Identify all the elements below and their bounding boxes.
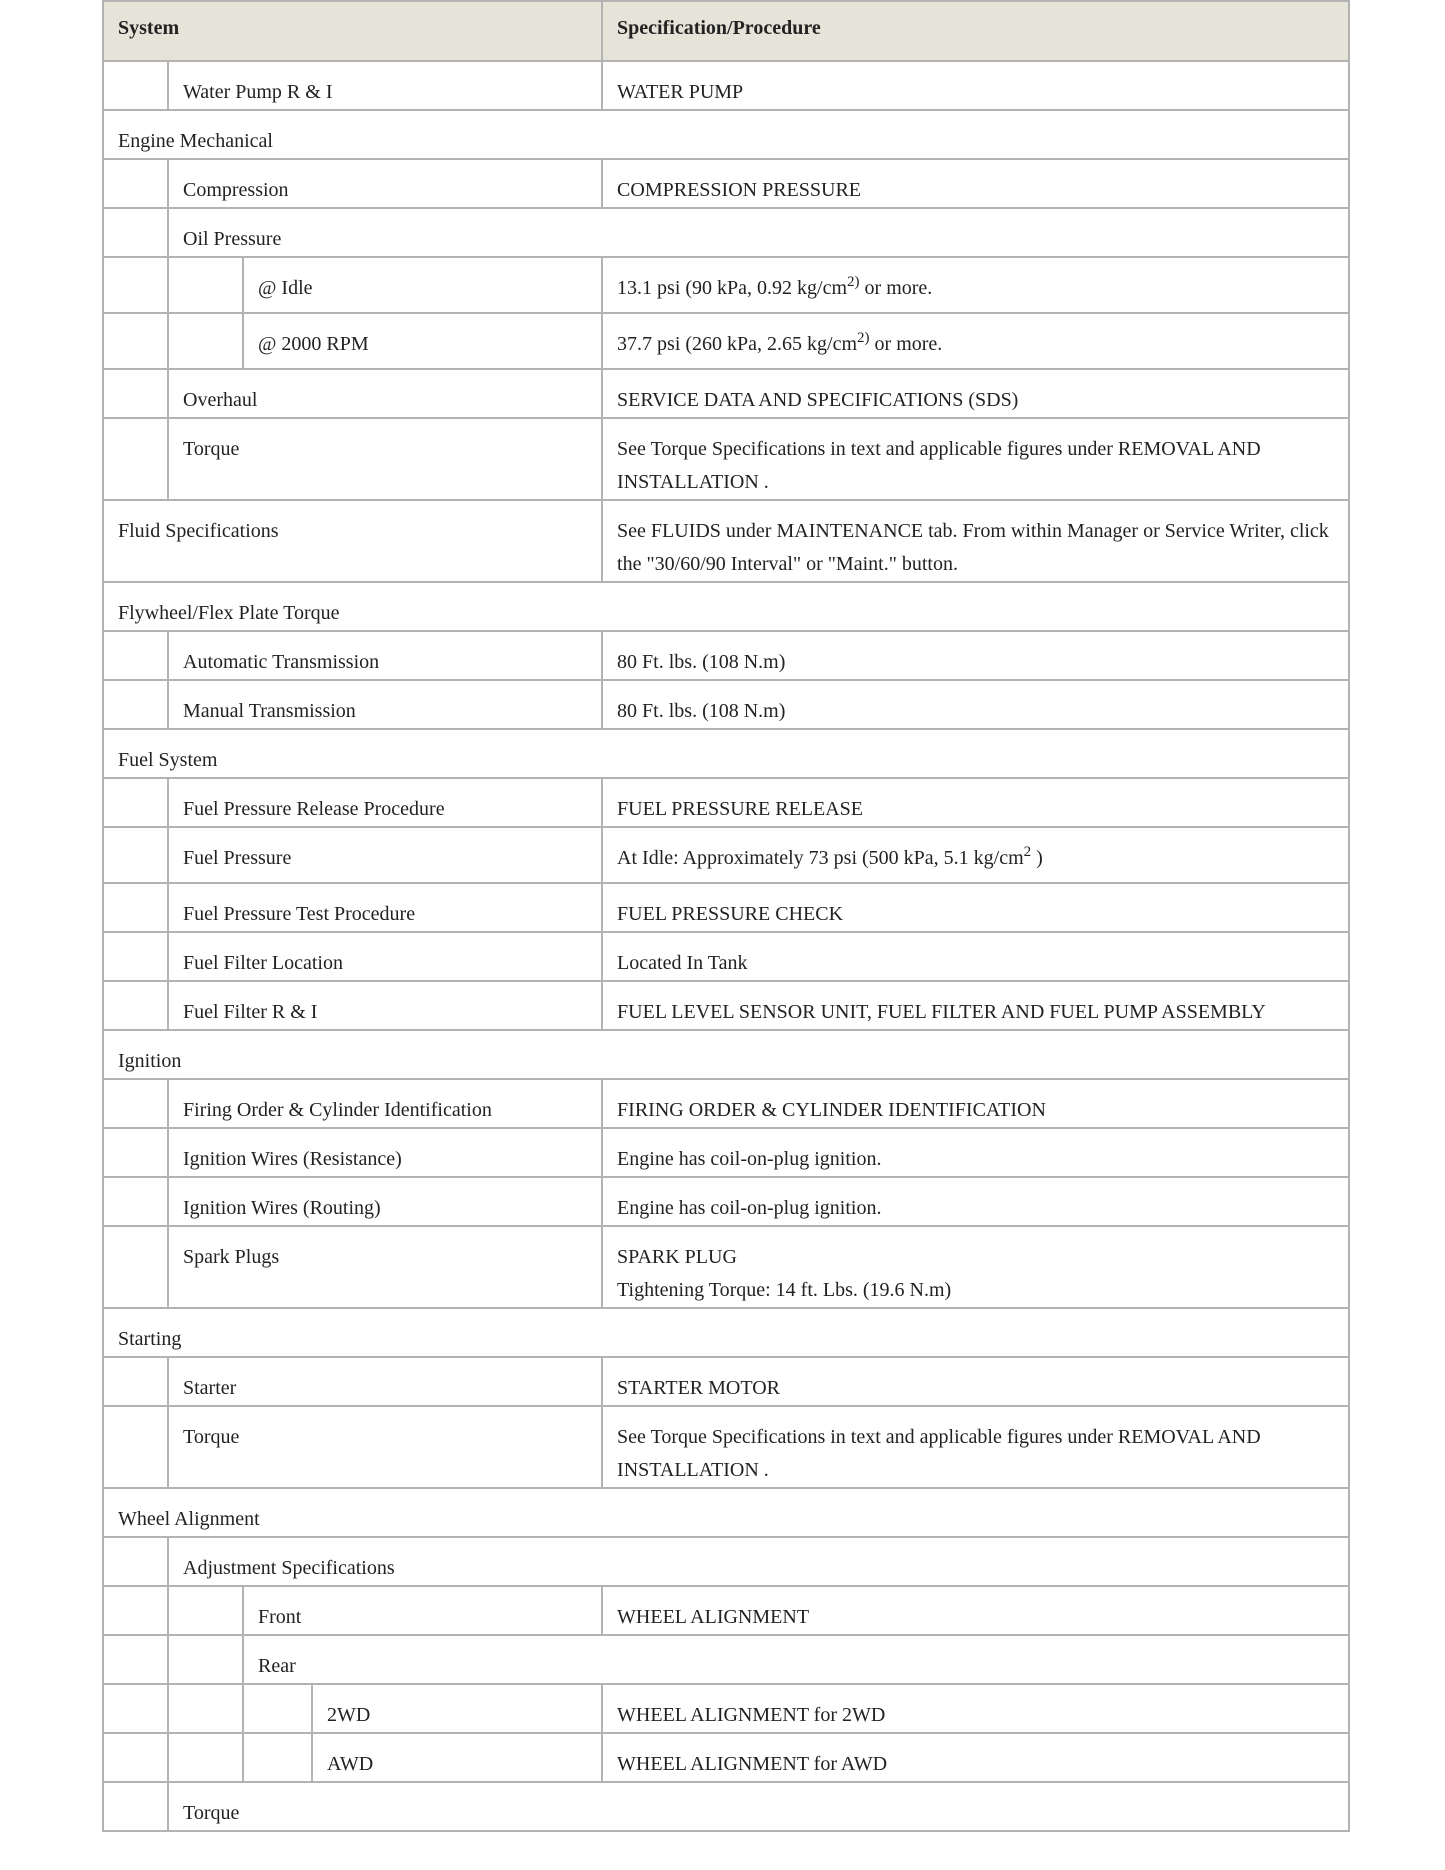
row-spec: 80 Ft. lbs. (108 N.m) <box>602 631 1349 680</box>
row-label: Torque <box>168 418 602 500</box>
row-label: Automatic Transmission <box>168 631 602 680</box>
row-spec: WHEEL ALIGNMENT <box>602 1586 1349 1635</box>
row-spec: See Torque Specifications in text and applicable figures under REMOVAL AND INSTALLATION . <box>602 1406 1349 1488</box>
row-spec: 80 Ft. lbs. (108 N.m) <box>602 680 1349 729</box>
subsection-row <box>103 208 1349 257</box>
row-spec: COMPRESSION PRESSURE <box>602 159 1349 208</box>
table-row <box>103 257 1349 313</box>
row-spec: Engine has coil-on-plug ignition. <box>602 1128 1349 1177</box>
row-spec: 13.1 psi (90 kPa, 0.92 $kg/cm^{2)}$ or more. <box>602 257 1349 313</box>
row-label: Ignition Wires (Resistance) <box>168 1128 602 1177</box>
row-spec: STARTER MOTOR <box>602 1357 1349 1406</box>
section-label: Flywheel/Flex Plate Torque <box>103 582 1349 631</box>
table-row <box>103 1226 1349 1308</box>
table-row <box>103 1128 1349 1177</box>
row-label: Torque <box>168 1406 602 1488</box>
row-label: AWD <box>312 1733 602 1782</box>
row-spec: At Idle: Approximately 73 psi (500 kPa, 5.1 $kg/cm^2$ ) <box>602 827 1349 883</box>
table-row <box>103 1357 1349 1406</box>
section-row <box>103 1308 1349 1357</box>
row-spec: WHEEL ALIGNMENT for AWD <box>602 1733 1349 1782</box>
table-row <box>103 981 1349 1030</box>
row-label: Fluid Specifications <box>103 500 602 582</box>
row-label: Fuel Pressure <box>168 827 602 883</box>
row-spec: Engine has coil-on-plug ignition. <box>602 1177 1349 1226</box>
subsection-label: Torque <box>168 1782 1349 1831</box>
table-row <box>103 159 1349 208</box>
table-row <box>103 418 1349 500</box>
section-label: Starting <box>103 1308 1349 1357</box>
row-label: @ Idle <box>243 257 602 313</box>
row-label: Manual Transmission <box>168 680 602 729</box>
row-label: @ 2000 RPM <box>243 313 602 369</box>
table-row <box>103 1684 1349 1733</box>
row-label: Overhaul <box>168 369 602 418</box>
row-spec: See Torque Specifications in text and applicable figures under REMOVAL AND INSTALLATION . <box>602 418 1349 500</box>
specifications-table <box>102 0 1350 1832</box>
subsection-label: Adjustment Specifications <box>168 1537 1349 1586</box>
table-row <box>103 1079 1349 1128</box>
row-label: 2WD <box>312 1684 602 1733</box>
table-row <box>103 61 1349 110</box>
row-spec: See FLUIDS under MAINTENANCE tab. From within Manager or Service Writer, click the "30/60/90 Interval" or "Maint." button. <box>602 500 1349 582</box>
row-label: Ignition Wires (Routing) <box>168 1177 602 1226</box>
subsection-row <box>103 1782 1349 1831</box>
section-row <box>103 582 1349 631</box>
row-label: Fuel Pressure Release Procedure <box>168 778 602 827</box>
table-row <box>103 778 1349 827</box>
row-label: Compression <box>168 159 602 208</box>
row-spec: FIRING ORDER & CYLINDER IDENTIFICATION <box>602 1079 1349 1128</box>
table-row <box>103 883 1349 932</box>
row-spec: SERVICE DATA AND SPECIFICATIONS (SDS) <box>602 369 1349 418</box>
section-row <box>103 110 1349 159</box>
row-label: Water Pump R & I <box>168 61 602 110</box>
row-spec: 37.7 psi (260 kPa, 2.65 $kg/cm^{2)}$ or more. <box>602 313 1349 369</box>
table-row <box>103 1733 1349 1782</box>
row-spec: FUEL PRESSURE RELEASE <box>602 778 1349 827</box>
row-spec: SPARK PLUG Tightening Torque: 14 ft. Lbs. (19.6 N.m) <box>602 1226 1349 1308</box>
row-spec: Located In Tank <box>602 932 1349 981</box>
table-row <box>103 1586 1349 1635</box>
section-label: Wheel Alignment <box>103 1488 1349 1537</box>
table-row <box>103 500 1349 582</box>
header-specification: Specification/Procedure <box>602 1 1349 61</box>
row-spec: FUEL PRESSURE CHECK <box>602 883 1349 932</box>
section-label: Ignition <box>103 1030 1349 1079</box>
section-row <box>103 1030 1349 1079</box>
row-label: Fuel Filter R & I <box>168 981 602 1030</box>
table-row <box>103 631 1349 680</box>
table-row <box>103 1177 1349 1226</box>
row-label: Front <box>243 1586 602 1635</box>
row-label: Firing Order & Cylinder Identification <box>168 1079 602 1128</box>
subsection-row <box>103 1635 1349 1684</box>
table-header-row <box>103 1 1349 61</box>
section-label: Fuel System <box>103 729 1349 778</box>
table-row <box>103 369 1349 418</box>
section-row <box>103 1488 1349 1537</box>
row-label: Starter <box>168 1357 602 1406</box>
subsection-label: Rear <box>243 1635 1349 1684</box>
subsection-row <box>103 1537 1349 1586</box>
section-row <box>103 729 1349 778</box>
section-label: Engine Mechanical <box>103 110 1349 159</box>
table-row <box>103 932 1349 981</box>
row-label: Fuel Pressure Test Procedure <box>168 883 602 932</box>
table-row <box>103 680 1349 729</box>
table-row <box>103 827 1349 883</box>
row-label: Spark Plugs <box>168 1226 602 1308</box>
row-spec: WATER PUMP <box>602 61 1349 110</box>
header-system: System <box>103 1 602 61</box>
subsection-label: Oil Pressure <box>168 208 1349 257</box>
table-row <box>103 1406 1349 1488</box>
row-spec: WHEEL ALIGNMENT for 2WD <box>602 1684 1349 1733</box>
row-spec: FUEL LEVEL SENSOR UNIT, FUEL FILTER AND FUEL PUMP ASSEMBLY <box>602 981 1349 1030</box>
row-label: Fuel Filter Location <box>168 932 602 981</box>
table-row <box>103 313 1349 369</box>
